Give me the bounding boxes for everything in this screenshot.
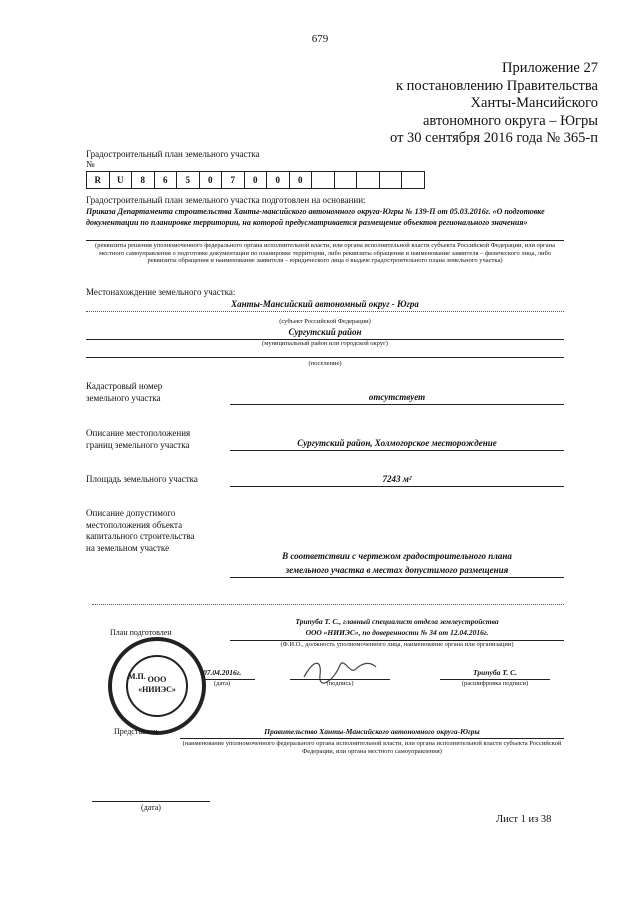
district-caption: (муниципальный район или городской округ) <box>262 340 388 347</box>
code-cell: U <box>109 172 132 189</box>
code-cell: 0 <box>267 172 290 189</box>
code-cell <box>402 172 425 189</box>
label-line: Описание допустимого <box>86 508 176 518</box>
cadastral-value: отсутствует <box>368 392 426 402</box>
label-line: Описание местоположения <box>86 428 191 438</box>
borders-label <box>86 428 190 451</box>
plan-title: Градостроительный план земельного участка <box>86 149 260 159</box>
label-line: местоположения объекта <box>86 519 183 530</box>
location-label: Местонахождение земельного участка: <box>86 287 236 297</box>
label-line: земельного участка <box>86 392 161 403</box>
date-value: 07.04.2016г. <box>203 668 242 677</box>
stamp-line: «НИИЭС» <box>138 685 176 694</box>
code-cell: 0 <box>244 172 267 189</box>
code-cell: 6 <box>154 172 177 189</box>
stamp-line: ООО <box>147 675 167 684</box>
label-line: капитального строительства <box>86 531 195 541</box>
cadastral-label <box>86 381 162 404</box>
organization-stamp <box>108 637 206 735</box>
permissible-label <box>86 508 194 554</box>
appendix-line: автономного округа – Югры <box>422 112 598 129</box>
code-cell <box>357 172 380 189</box>
prepared-caption: (Ф.И.О., должность уполномоченного лица, наименование органа или организации) <box>280 641 514 648</box>
prepared-by-2: ООО «НИИЭС», по доверенности № 34 от 12.04.2016г. <box>305 628 489 637</box>
appendix-line: Ханты-Мансийского <box>470 95 598 111</box>
prepared-by-1: Трипуба Т. С., главный специалист отдела землеустройства <box>295 617 499 626</box>
code-cell: 0 <box>199 172 222 189</box>
number-sign: № <box>86 159 95 169</box>
code-cell <box>312 172 335 189</box>
sheet-counter: Лист 1 из 38 <box>496 814 552 825</box>
code-cell <box>334 172 357 189</box>
basis-note: (реквизиты решения уполномоченного федерального органа исполнительной власти, или органа исполнительной власти субъекта Российской Федерации, или органа местного самоуправления о подготовке документации по планировке территории, либо реквизиты обращения и наименование заявителя – физического лица, либо реквизиты обращения и наименование заявителя – юридического лица о выдаче градостроительного плана земельного участка) <box>95 242 555 264</box>
presented-value: Правительство Ханты-Мансийского автономного округа-Югры <box>264 727 480 736</box>
presented-caption: (наименование уполномоченного федерального органа исполнительной власти, или органа исполнительной власти субъекта Российской Федерации, или органа местного самоуправления) <box>182 740 562 755</box>
code-cell <box>379 172 402 189</box>
signature-caption: (подпись) <box>326 680 354 687</box>
code-cell: 5 <box>177 172 200 189</box>
appendix-line: от 30 сентября 2016 года № 365-п <box>390 130 598 146</box>
settlement-caption: (поселение) <box>308 360 342 367</box>
plan-number-grid <box>86 171 425 189</box>
appendix-header <box>390 60 598 148</box>
code-cell: R <box>87 172 110 189</box>
appendix-line: к постановлению Правительства <box>396 77 598 94</box>
basis-label: Градостроительный план земельного участка подготовлен на основании: <box>86 195 366 205</box>
area-label: Площадь земельного участка <box>86 474 198 484</box>
code-cell: 7 <box>222 172 245 189</box>
label-line: границ земельного участка <box>86 439 190 450</box>
date-caption: (дата) <box>214 680 231 687</box>
prepared-label: План подготовлен <box>110 628 172 637</box>
permissible-value-2: земельного участка в местах допустимого размещения <box>285 565 509 575</box>
subject-caption: (субъект Российской Федерации) <box>279 318 371 325</box>
subject-value: Ханты-Мансийский автономный округ - Югра <box>231 299 419 309</box>
label-line: Кадастровый номер <box>86 381 163 391</box>
appendix-line: Приложение 27 <box>502 60 598 76</box>
signer-value: Трипуба Т. С. <box>473 668 517 677</box>
code-cell: 8 <box>132 172 155 189</box>
bottom-date-caption: (дата) <box>141 803 161 812</box>
mp-label: М.П. <box>128 672 146 681</box>
area-value: 7243 м² <box>382 474 412 484</box>
borders-value: Сургутский район, Холмогорское месторождение <box>297 438 497 448</box>
district-value: Сургутский район <box>288 327 362 337</box>
label-line: на земельном участке <box>86 542 170 553</box>
signer-caption: (расшифровка подписи) <box>461 680 529 687</box>
basis-text: Приказа Департамента строительства Ханты-мансийского автономного округа-Югры № 139-П от 05.03.2016г. «О подготовке документации по планировке территории, на которой предусматривается размещение объектов регионального значения» <box>86 207 545 227</box>
page-number: 679 <box>311 33 329 45</box>
presented-label: Представлен <box>114 727 158 736</box>
code-cell: 0 <box>289 172 312 189</box>
permissible-value-1: В соответствии с чертежом градостроительного плана <box>282 551 512 561</box>
